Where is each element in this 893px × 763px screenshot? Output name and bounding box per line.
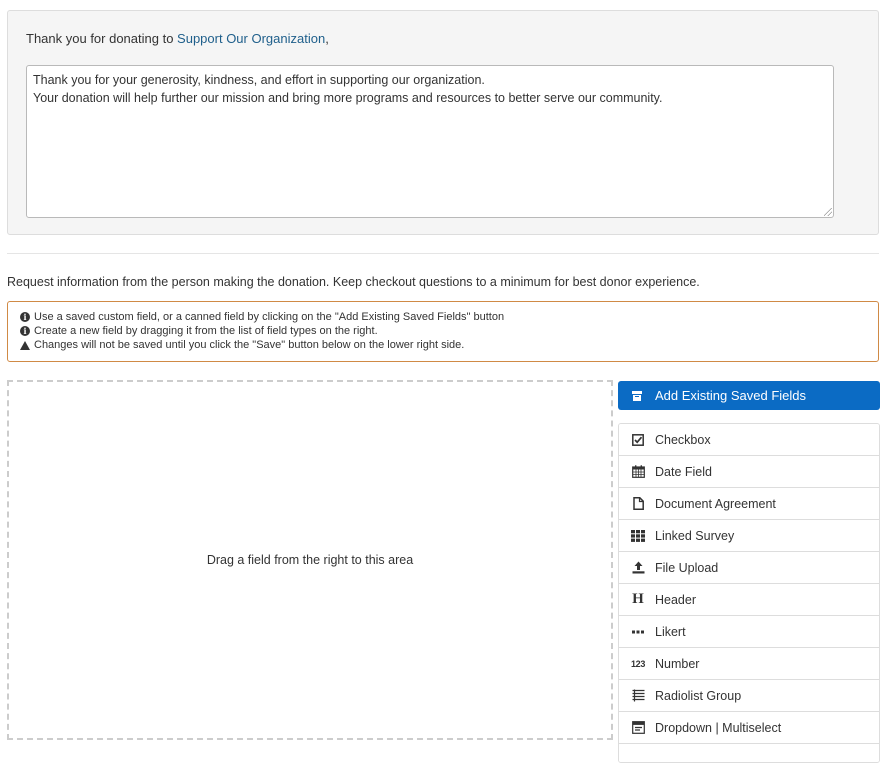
field-type-label: Document Agreement [655, 496, 776, 511]
field-type-dropdown-multiselect[interactable] [619, 712, 879, 744]
notice-line-3: Changes will not be saved until you click the "Save" button below on the lower right side. [34, 339, 465, 351]
thank-you-panel [7, 10, 879, 235]
request-info-text: Request information from the person making the donation. Keep checkout questions to a minimum for best donor experience. [7, 275, 700, 289]
field-type-document-agreement[interactable] [619, 488, 879, 520]
field-type-file-upload[interactable] [619, 552, 879, 584]
thank-you-message-textarea[interactable] [26, 65, 834, 218]
info-icon: i [20, 312, 34, 322]
document-icon [631, 497, 645, 511]
add-existing-saved-fields-button[interactable] [618, 381, 880, 410]
message-line-2: Your donation will help further our mission and bring more programs and resources to better serve our community. [33, 91, 663, 105]
field-type-number[interactable] [619, 648, 879, 680]
instructions-notice [7, 301, 879, 362]
field-type-label: Linked Survey [655, 528, 735, 543]
checkbox-icon [631, 433, 645, 447]
field-type-header[interactable] [619, 584, 879, 616]
field-type-next[interactable] [619, 744, 879, 763]
info-icon: i [20, 326, 34, 336]
notice-row-3 [20, 338, 866, 352]
field-type-label: Likert [655, 624, 686, 639]
section-divider [7, 253, 879, 254]
ellipsis-icon [631, 625, 645, 639]
calendar-icon [631, 465, 645, 479]
field-type-likert[interactable] [619, 616, 879, 648]
number-icon: 123 [630, 658, 646, 669]
archive-icon [632, 391, 642, 401]
thank-you-suffix: , [325, 31, 329, 46]
drop-zone-hint: Drag a field from the right to this area [206, 553, 414, 567]
message-line-1: Thank you for your generosity, kindness, and effort in supporting our organization. [33, 73, 485, 87]
organization-link[interactable]: Support Our Organization [177, 31, 326, 46]
field-type-label: Dropdown | Multiselect [655, 720, 782, 735]
notice-line-2: Create a new field by dragging it from the list of field types on the right. [34, 325, 378, 337]
thank-you-prefix: Thank you for donating to [26, 31, 178, 46]
field-type-radiolist-group[interactable] [619, 680, 879, 712]
list-icon [631, 689, 645, 703]
field-type-linked-survey[interactable] [619, 520, 879, 552]
field-type-label: Radiolist Group [655, 688, 742, 703]
header-icon: H [632, 591, 644, 607]
notice-row-2 [20, 324, 866, 338]
upload-icon [631, 561, 645, 575]
field-drop-zone[interactable] [7, 380, 613, 740]
field-type-date[interactable] [619, 456, 879, 488]
field-type-label: Checkbox [655, 432, 711, 447]
textarea-resize-handle[interactable] [824, 208, 832, 216]
field-type-list [618, 423, 880, 763]
field-type-label: File Upload [655, 560, 719, 575]
field-type-checkbox[interactable] [619, 424, 879, 456]
add-button-label: Add Existing Saved Fields [655, 388, 807, 403]
field-type-label: Header [655, 592, 696, 607]
field-type-label: Date Field [655, 464, 712, 479]
notice-row-1 [20, 310, 866, 324]
field-type-label: Number [655, 656, 700, 671]
warning-icon [20, 341, 34, 350]
grid-icon [631, 529, 645, 543]
dropdown-icon [631, 721, 645, 735]
notice-line-1: Use a saved custom field, or a canned field by clicking on the "Add Existing Saved Fields" button [34, 311, 505, 323]
thank-you-heading [26, 31, 329, 46]
